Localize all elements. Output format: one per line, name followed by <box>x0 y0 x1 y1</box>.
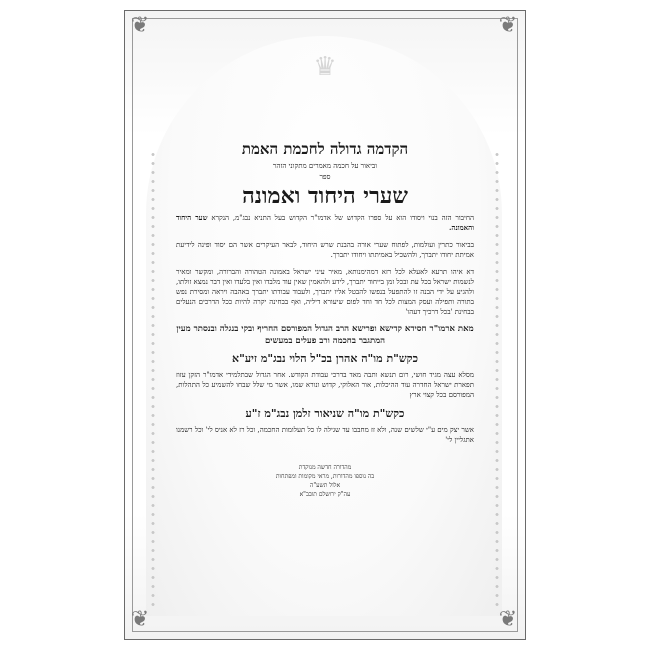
fleuron-ornament-icon: ❦ <box>498 607 518 632</box>
purpose-paragraph: דא איהו תרעא לאעלא לכל רזא דמהימנותא, מאיר עיני ישראל באמונה הטהורה והברורה, ומקשר ומאיר לנשמות ישראל בכל עת ובכל זמן בייחוד יתברך, לידע ולהאמין שאין עוד מלבדו ואין בלעדו ואין דבר נמצא זולתו, ולהגיע על ידי הבנה זו להתפעל בנפשו להבטל אליו יתברך, ולעבוד עבודתו יתברך באהבה ויראה ומסירת נפש בתורה ותפילה ועסק המצות לכל חד וחד לפום שיעורא דיליה, ואף בבחינה יקרה להיות ככל הדרכים הנעלים בבחינת 'בכל דרכיך דעהו' <box>176 268 474 316</box>
sefer-label: ספר <box>319 173 331 181</box>
bead-column-right <box>495 150 499 610</box>
intro-paragraph <box>176 213 474 233</box>
page-heading: הקדמה גדולה לחכמת האמת <box>241 140 409 158</box>
author-bio-secondary: אשר יצק מים ע"י שלשים שנה, ולא זז מחבבו עד שגילה לו כל תעלומות החכמה, וכל רז לא אניס לי' וכל רשמנו אתגליין לי' <box>176 426 474 444</box>
author-byline: מאת ארמו"ר חסידא קדישא ופרישא הרב הגדול המפורסם החריף ובקי בנגלה ובנסתר מעין המתגבר בחכמה ורב פעלים במעשים <box>176 324 474 346</box>
fleuron-ornament-icon: ❦ <box>130 607 150 632</box>
intro-bold-title: שער היחוד והאמונה. <box>176 213 474 232</box>
publisher-line: מהדורה חדשה מנוקדת <box>298 464 352 471</box>
publisher-line: בה נוספו מהדורות, מראי מקומות ומפתחות <box>275 473 375 480</box>
description-paragraph: בביאור כתרין ועולמות, לפתוח שערי אורה בהבנת שרש היחוד, לבאר העיקרים אשר הם יסוד ופינה לידיעת אמיתת יחודו יתברך, ולהשכיל באמיתתו ויחודו יתברך. <box>176 241 474 259</box>
author-name-primary: כקש"ת מו"ה אהרן בכ"ל הלוי נבג"מ זיע"א <box>232 352 418 365</box>
author-name-secondary: כקש"ת מו"ה שניאור זלמן נבג"מ ז"ע <box>245 407 405 420</box>
bead-column-left <box>151 150 155 610</box>
page-subheading: וביאור על חכמה מאמרים מתקוני הזהר <box>272 162 378 170</box>
publisher-block <box>176 463 474 499</box>
author-bio-primary: מסלא עצה מגיד חושי, רום תנשא ותבה מאד בדרכי עבודת הקודש. אחר הגדול שבתלמידי אדמו"ר הזקן עזוז תפארת ישראל החדרה עוד ההיכלות, אור האלוקי, קדוש ונורא שמו, אשר מי שלל שבחו להשמיע כל התהלות, המפורסם בכל קצוי ארץ <box>176 371 474 399</box>
fleuron-ornament-icon: ❦ <box>498 13 518 38</box>
fleuron-ornament-icon: ❦ <box>130 13 150 38</box>
intro-text: החיבור הזה בנוי ויסודו הוא על ספרו הקדוש של אדמו"ר הקדוש בעל התניא נבג"מ, הנקרא <box>211 214 474 222</box>
title-page-content <box>176 140 474 499</box>
crown-ornament-icon: ♛ <box>313 52 337 82</box>
publisher-line: אלול תשע"ה <box>309 482 341 489</box>
publisher-line: עה"ק ירושלם תובב"א <box>299 491 351 498</box>
book-title: שערי היחוד ואמונה <box>242 183 408 209</box>
